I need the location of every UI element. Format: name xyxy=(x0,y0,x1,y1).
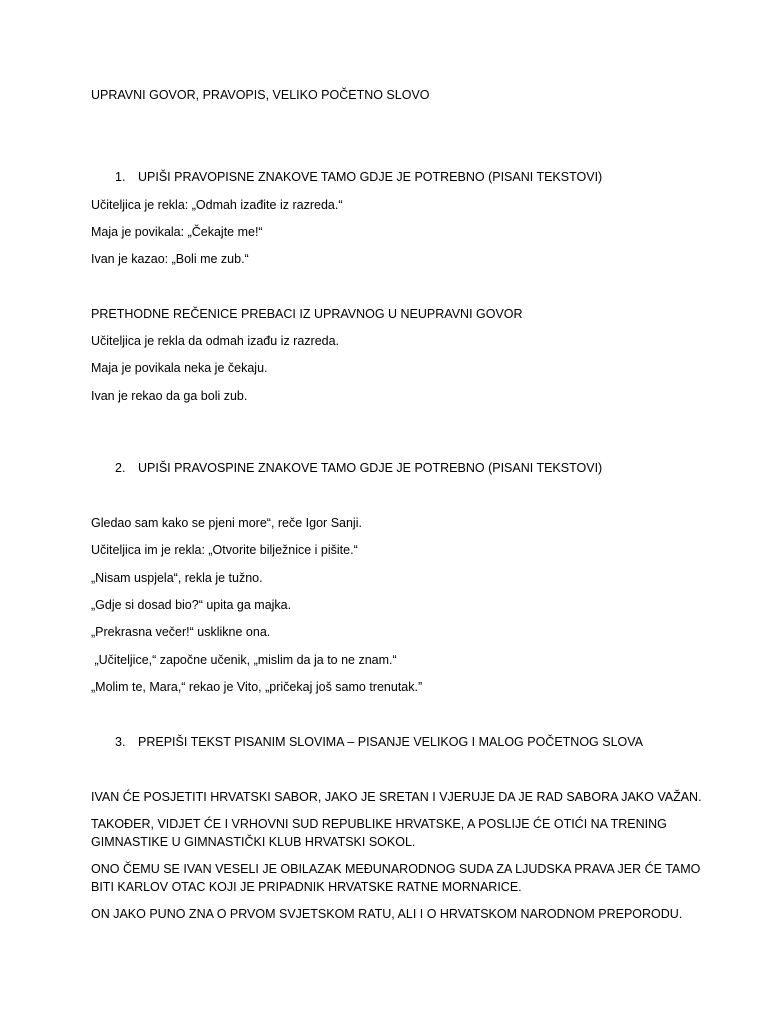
sentence-line: Maja je povikala: „Čekajte me!“ xyxy=(91,225,263,239)
paragraph-line: ON JAKO PUNO ZNA O PRVOM SVJETSKOM RATU, ALI I O HRVATSKOM NARODNOM PREPORODU. xyxy=(91,907,683,921)
paragraph-line: GIMNASTIKE U GIMNASTIČKI KLUB HRVATSKI SOKOL. xyxy=(91,835,416,849)
paragraph-line: ONO ČEMU SE IVAN VESELI JE OBILAZAK MEĐUNARODNOG SUDA ZA LJUDSKA PRAVA JER ĆE TAMO xyxy=(91,862,701,876)
paragraph-line: TAKOĐER, VIDJET ĆE I VRHOVNI SUD REPUBLIKE HRVATSKE, A POSLIJE ĆE OTIĆI NA TRENING xyxy=(91,817,667,831)
sentence-line: Učiteljica je rekla: „Odmah izađite iz razreda.“ xyxy=(91,198,343,212)
section-1-number: 1. xyxy=(115,170,126,184)
paragraph-line: IVAN ĆE POSJETITI HRVATSKI SABOR, JAKO JE SRETAN I VJERUJE DA JE RAD SABORA JAKO VAŽAN. xyxy=(91,790,702,804)
indirect-sentence: Maja je povikala neka je čekaju. xyxy=(91,361,268,375)
section-3-number: 3. xyxy=(115,735,126,749)
indirect-sentence: Učiteljica je rekla da odmah izađu iz razreda. xyxy=(91,334,340,348)
section-2-heading: UPIŠI PRAVOSPINE ZNAKOVE TAMO GDJE JE POTREBNO (PISANI TEKSTOVI) xyxy=(138,461,603,475)
sentence-line: „Molim te, Mara,“ rekao je Vito, „pričekaj još samo trenutak.” xyxy=(91,680,423,694)
sentence-line: „Nisam uspjela“, rekla je tužno. xyxy=(91,571,263,585)
section-1-subheading: PRETHODNE REČENICE PREBACI IZ UPRAVNOG U NEUPRAVNI GOVOR xyxy=(91,307,523,321)
section-2-number: 2. xyxy=(115,461,126,475)
sentence-line: „Učiteljice,“ započne učenik, „mislim da ja to ne znam.“ xyxy=(91,653,397,667)
sentence-line: Učiteljica im je rekla: „Otvorite bilježnice i pišite.“ xyxy=(91,543,358,557)
section-1-heading: UPIŠI PRAVOPISNE ZNAKOVE TAMO GDJE JE POTREBNO (PISANI TEKSTOVI) xyxy=(138,170,603,184)
sentence-line: Ivan je kazao: „Boli me zub.“ xyxy=(91,252,249,266)
sentence-line: „Prekrasna večer!“ usklikne ona. xyxy=(91,625,271,639)
sentence-line: „Gdje si dosad bio?“ upita ga majka. xyxy=(91,598,292,612)
indirect-sentence: Ivan je rekao da ga boli zub. xyxy=(91,389,248,403)
paragraph-line: BITI KARLOV OTAC KOJI JE PRIPADNIK HRVATSKE RATNE MORNARICE. xyxy=(91,880,522,894)
document-title: UPRAVNI GOVOR, PRAVOPIS, VELIKO POČETNO SLOVO xyxy=(91,88,430,102)
sentence-line: Gledao sam kako se pjeni more“, reče Igor Sanji. xyxy=(91,516,362,530)
section-3-heading: PREPIŠI TEKST PISANIM SLOVIMA – PISANJE VELIKOG I MALOG POČETNOG SLOVA xyxy=(138,735,644,749)
